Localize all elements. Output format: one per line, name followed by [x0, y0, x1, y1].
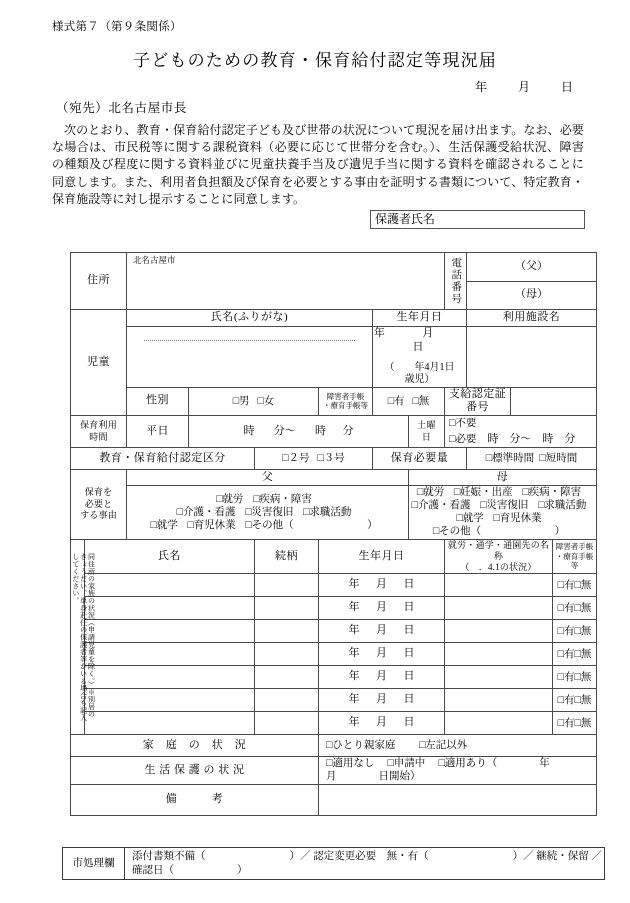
household-status-row: [71, 735, 597, 757]
family-birth-day: 日: [403, 624, 415, 637]
care-amount-options[interactable]: [467, 448, 597, 470]
family-header-row: [71, 539, 597, 574]
family-birthdate-input[interactable]: [319, 712, 445, 735]
father-reason-5[interactable]: □就学: [150, 519, 178, 531]
hours-label-line1: 保育利用: [80, 420, 117, 431]
family-relation-input[interactable]: [255, 620, 319, 643]
saturday-label: [409, 416, 445, 448]
table-row[interactable]: [71, 712, 597, 735]
family-birth-day: 日: [403, 647, 415, 660]
certification-label: 教育・保育給付認定区分: [71, 448, 255, 470]
family-name-input[interactable]: [85, 620, 255, 643]
family-relation-input[interactable]: [255, 643, 319, 666]
family-birth-day: 日: [403, 716, 415, 729]
family-disability-no[interactable]: □無: [574, 602, 592, 614]
family-disability-no[interactable]: □無: [574, 694, 592, 706]
child-age-note: （ 年4月1日 歳児）: [384, 361, 475, 385]
weekday-min-to: 分: [342, 424, 354, 437]
furigana-line: [144, 339, 355, 341]
processing-row: [63, 848, 605, 880]
family-birth-month: 月: [376, 670, 387, 683]
family-disability-options[interactable]: [553, 643, 597, 666]
standard-time-checkbox[interactable]: □標準時間: [485, 452, 535, 464]
weekday-hour-to: 時: [315, 424, 326, 437]
remarks-label: 備 考: [71, 784, 319, 815]
family-disability-yes[interactable]: □有: [557, 671, 575, 683]
family-birth-month: 月: [376, 601, 387, 614]
childcare-hours-row: [71, 416, 597, 448]
family-birthdate-input[interactable]: [319, 666, 445, 689]
disability-book-label-line1: 障害者手帳: [326, 391, 365, 401]
family-birth-month: 月: [376, 716, 387, 729]
reason-header-row: [71, 470, 597, 486]
family-disability-options[interactable]: [553, 620, 597, 643]
family-disability-header-line2: ・療育手帳等: [555, 551, 594, 571]
phone-label-cell: [445, 253, 467, 310]
family-disability-header: [553, 539, 597, 574]
family-disability-options[interactable]: [553, 574, 597, 597]
family-disability-no[interactable]: □無: [574, 579, 592, 591]
family-workplace-input[interactable]: [445, 643, 553, 666]
family-birthdate-input[interactable]: [319, 643, 445, 666]
certification-type-options[interactable]: [255, 448, 373, 470]
family-relation-header: 続柄: [255, 539, 319, 574]
family-birthdate-input[interactable]: [319, 620, 445, 643]
family-birth-day: 日: [403, 693, 415, 706]
father-reason-0[interactable]: □就労: [216, 493, 244, 505]
form-number: 様式第７（第９条関係）: [52, 21, 182, 33]
single-parent-checkbox[interactable]: □ひとり親家庭: [326, 740, 396, 752]
main-form-table: [70, 252, 597, 816]
care-amount-label: 保育必要量: [373, 448, 467, 470]
family-birth-year: 年: [348, 716, 360, 729]
mother-reason-0[interactable]: □就労: [416, 487, 445, 498]
family-relation-input[interactable]: [255, 666, 319, 689]
type2-checkbox[interactable]: □２号: [282, 452, 310, 464]
mother-reason-line1: [409, 486, 596, 499]
family-birth-day: 日: [403, 670, 415, 683]
reason-mother-header: 母: [409, 470, 597, 486]
family-birth-year: 年: [348, 647, 360, 660]
family-birth-month: 月: [376, 647, 387, 660]
weekday-hour-from: 時: [243, 424, 255, 437]
child-birthdate-input[interactable]: [373, 327, 475, 388]
reason-label: [71, 470, 127, 540]
family-disability-options[interactable]: [553, 597, 597, 620]
phone-label: 電話番号: [450, 257, 462, 305]
family-disability-no[interactable]: □無: [574, 717, 592, 729]
table-row[interactable]: [71, 597, 597, 620]
family-workplace-header: [445, 539, 553, 574]
family-workplace-input[interactable]: [445, 574, 553, 597]
table-row[interactable]: [71, 574, 597, 597]
child-birth-year: 年: [373, 327, 388, 339]
father-reason-2[interactable]: □介護・看護: [176, 506, 236, 518]
table-row[interactable]: [71, 689, 597, 712]
father-reason-line1: [127, 493, 408, 506]
family-disability-no[interactable]: □無: [574, 671, 592, 683]
phone-mother-cell[interactable]: [467, 281, 597, 310]
address-city-prefix: 北名古屋市: [133, 255, 176, 265]
short-time-checkbox[interactable]: □短時間: [539, 452, 578, 464]
phone-mother-label: （母）: [515, 288, 549, 301]
sat-min-to: 分: [564, 432, 576, 445]
child-facility-header: 利用施設名: [467, 310, 597, 327]
household-status-options[interactable]: [319, 735, 597, 757]
saturday-unneeded-checkbox[interactable]: □不要: [449, 418, 477, 430]
family-relation-input[interactable]: [255, 712, 319, 735]
child-name-input[interactable]: [127, 327, 373, 388]
family-relation-input[interactable]: [255, 689, 319, 712]
father-reason-6[interactable]: □育児休業: [187, 519, 236, 531]
address-row-father: [71, 253, 597, 282]
consent-body-text: 次のとおり、教育・保育給付認定子ども及び世帯の状況について現況を届け出ます。なお、必要な場合は、市民税等に関する課税資料（必要に応じて世帯分を含む。）、生活保護受給状況、障害の種類及び程度に関する資料並びに児童扶養手当及び遺児手当に関する資料を確認されることに同意します。また、利用者負担額及び保育を必要とする事由を証明する書類について、特定教育・保育施設等に対し提示することに同意します。: [52, 123, 584, 206]
family-birthdate-input[interactable]: [319, 597, 445, 620]
child-label: 児童: [71, 310, 127, 416]
gender-female-checkbox[interactable]: □女: [257, 395, 275, 407]
sat-min-from: 分～: [509, 432, 532, 445]
family-disability-no[interactable]: □無: [574, 625, 592, 637]
family-workplace-input[interactable]: [445, 689, 553, 712]
processing-content[interactable]: 添付書類不備（ ）／ 認定変更必要 無・有（ ）／ 継続・保留 ／ 確認日（ ）: [125, 848, 605, 880]
certification-row: [71, 448, 597, 470]
family-birth-year: 年: [348, 624, 360, 637]
hours-label-line2: 時間: [89, 431, 108, 442]
family-disability-yes[interactable]: □有: [557, 579, 575, 591]
family-birth-year: 年: [348, 693, 360, 706]
family-birth-month: 月: [376, 693, 387, 706]
family-name-input[interactable]: [85, 597, 255, 620]
disability-options[interactable]: [373, 387, 445, 416]
family-name-input[interactable]: [85, 666, 255, 689]
child-header-row: [71, 310, 597, 327]
gender-label: 性別: [127, 387, 189, 416]
mother-reason-line3: [409, 512, 596, 538]
family-relation-input[interactable]: [255, 597, 319, 620]
addressee: （宛先）北名古屋市長: [56, 101, 188, 115]
family-disability-options[interactable]: [553, 712, 597, 735]
family-birthdate-header: 生年月日: [319, 539, 445, 574]
reason-label-line1: 保育を: [84, 487, 113, 498]
saturday-time-cell[interactable]: [445, 416, 597, 448]
submission-date-line: [475, 78, 574, 95]
mother-reason-3[interactable]: □介護・看護: [411, 500, 471, 512]
city-processing-table: [62, 847, 605, 880]
welfare-applying-checkbox[interactable]: □申請中: [387, 758, 426, 770]
family-workplace-input[interactable]: [445, 712, 553, 735]
mother-reason-7[interactable]: □育児休業: [493, 513, 542, 525]
reason-label-line3: する事由: [80, 509, 117, 520]
welfare-none-checkbox[interactable]: □適用なし: [326, 758, 375, 770]
family-birth-month: 月: [376, 624, 387, 637]
mother-reason-6[interactable]: □就学: [456, 513, 484, 525]
mother-reason-8[interactable]: □その他（ ）: [432, 526, 566, 538]
remarks-row: [71, 784, 597, 815]
table-row[interactable]: [71, 620, 597, 643]
gender-options[interactable]: [189, 387, 319, 416]
child-name-header: 氏名(ふりがな): [127, 310, 373, 327]
disability-yes-checkbox[interactable]: □有: [387, 395, 405, 407]
cert-number-input[interactable]: [511, 387, 597, 416]
family-birth-month: 月: [376, 578, 387, 591]
welfare-status-label: 生 活 保 護 の 状 況: [71, 757, 319, 784]
weekday-label: 平日: [127, 416, 189, 448]
father-reason-line3: [127, 519, 408, 532]
welfare-applied-checkbox[interactable]: □適用あり（ 年 月 日開始）: [326, 758, 592, 783]
child-value-row: [71, 327, 597, 388]
family-birth-day: 日: [403, 578, 415, 591]
family-name-input[interactable]: [85, 574, 255, 597]
father-reason-3[interactable]: □災害復旧: [245, 506, 294, 518]
family-name-input[interactable]: [85, 643, 255, 666]
weekday-time-input[interactable]: [189, 416, 409, 448]
reason-father-header: 父: [127, 470, 409, 486]
family-birth-year: 年: [348, 601, 360, 614]
disability-no-checkbox[interactable]: □無: [412, 395, 430, 407]
family-disability-yes[interactable]: □有: [557, 625, 575, 637]
father-reason-4[interactable]: □求職活動: [303, 506, 352, 518]
cert-number-label: 支給認定証番号: [445, 387, 511, 416]
disability-book-label-line2: ・療育手帳等: [323, 401, 368, 411]
address-input-cell[interactable]: [127, 253, 445, 310]
family-workplace-input[interactable]: [445, 597, 553, 620]
household-status-label: 家 庭 の 状 況: [71, 735, 319, 757]
type3-checkbox[interactable]: □３号: [317, 452, 345, 464]
family-disability-yes[interactable]: □有: [557, 694, 575, 706]
welfare-status-row: [71, 757, 597, 784]
phone-father-cell[interactable]: [467, 253, 597, 282]
table-row[interactable]: [71, 666, 597, 689]
saturday-label-line2: 日: [421, 431, 432, 442]
family-disability-yes[interactable]: □有: [557, 648, 575, 660]
date-month-label: 月: [517, 80, 531, 94]
reason-father-options[interactable]: [127, 486, 409, 540]
family-disability-yes[interactable]: □有: [557, 717, 575, 729]
family-name-input[interactable]: [85, 689, 255, 712]
father-reason-1[interactable]: □疾病・障害: [253, 493, 312, 505]
family-birth-year: 年: [348, 670, 360, 683]
reason-options-row: [71, 486, 597, 540]
child-gender-row: [71, 387, 597, 416]
child-birth-month: 月: [422, 327, 437, 339]
family-disability-header-line1: 障害者手帳: [555, 542, 594, 552]
family-disability-options[interactable]: [553, 666, 597, 689]
mother-reason-1[interactable]: □妊娠・出産: [453, 487, 513, 498]
child-birth-day: 日: [412, 340, 427, 353]
family-birth-day: 日: [403, 601, 415, 614]
child-birth-header: 生年月日: [373, 310, 467, 327]
page-title: 子どものための教育・保育給付認定等現況届: [133, 51, 497, 70]
father-reason-7[interactable]: □その他（ ）: [245, 519, 378, 531]
family-birth-year: 年: [348, 578, 360, 591]
disability-book-label: [319, 387, 373, 416]
processing-label: 市処理欄: [63, 848, 125, 880]
family-birthdate-input[interactable]: [319, 574, 445, 597]
family-workplace-input[interactable]: [445, 666, 553, 689]
gender-male-checkbox[interactable]: □男: [232, 395, 250, 407]
family-disability-options[interactable]: [553, 689, 597, 712]
welfare-status-options[interactable]: [319, 757, 597, 784]
family-name-header: 氏名: [85, 539, 255, 574]
table-row[interactable]: [71, 643, 597, 666]
family-name-input[interactable]: [85, 712, 255, 735]
sat-hour-to: 時: [542, 432, 554, 445]
hours-label: [71, 416, 127, 448]
family-workplace-input[interactable]: [445, 620, 553, 643]
phone-father-label: （父）: [515, 259, 549, 272]
family-disability-yes[interactable]: □有: [557, 602, 575, 614]
mother-reason-4[interactable]: □災害復旧: [480, 500, 529, 512]
guardian-name-field[interactable]: 保護者氏名: [370, 210, 585, 229]
date-year-label: 年: [474, 80, 488, 94]
remarks-input[interactable]: [319, 784, 597, 815]
mother-reason-2[interactable]: □疾病・障害: [522, 487, 582, 498]
family-birthdate-input[interactable]: [319, 689, 445, 712]
sat-hour-from: 時: [487, 432, 499, 445]
family-side-note: 同住所の家族の状況（申請児童を除く。）※別居のきょうだい、単身赴任の保護者等がいる場合も記入してください。: [71, 552, 96, 721]
address-label: 住所: [71, 253, 127, 310]
date-day-label: 日: [560, 80, 574, 94]
child-facility-input[interactable]: [467, 327, 597, 388]
family-relation-input[interactable]: [255, 574, 319, 597]
saturday-needed-checkbox[interactable]: □必要: [449, 433, 477, 445]
family-workplace-header-line1: 就労・通学・通園先の名称: [447, 539, 550, 561]
other-household-checkbox[interactable]: □左記以外: [418, 740, 468, 752]
saturday-label-line1: 土曜: [417, 420, 436, 431]
father-reason-line2: [127, 506, 408, 519]
weekday-min-from: 分～: [273, 424, 296, 437]
reason-label-line2: 必要と: [84, 498, 113, 509]
child-birth-ymd: [373, 327, 466, 362]
reason-mother-options[interactable]: [409, 486, 597, 540]
family-workplace-header-line2: （ ．4.1の状況）: [460, 562, 537, 572]
family-side-note-cell: [71, 539, 96, 735]
mother-reason-5[interactable]: □求職活動: [538, 500, 587, 512]
family-disability-no[interactable]: □無: [574, 648, 592, 660]
mother-reason-line2: [409, 499, 596, 512]
